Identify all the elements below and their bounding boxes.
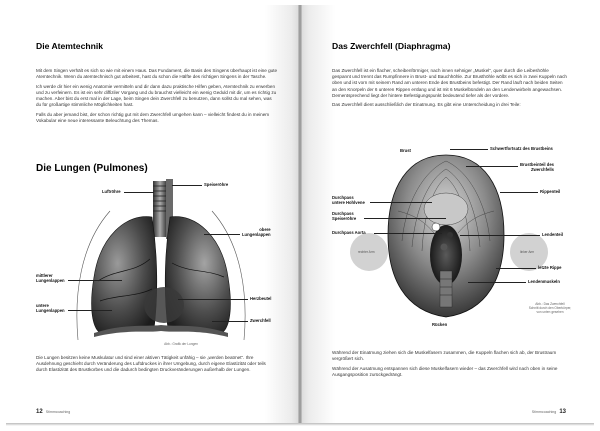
book-spine <box>298 5 302 423</box>
left-arm-label: linker Arm <box>520 250 535 254</box>
leader-line <box>468 282 526 283</box>
leader-line <box>172 185 202 186</box>
leader-line <box>500 192 538 193</box>
leader-line <box>204 234 240 235</box>
paragraph: Während der Ausatmung entspannen sich diese Muskelfasern wieder – das Zwerchfell wird nach oben in seine Ausgangsposition zurückgedrängt. <box>332 365 558 377</box>
leader-line <box>460 235 540 236</box>
leader-line <box>178 299 248 300</box>
label-lower-lobe: untere Lungenlappen <box>36 303 65 313</box>
label-last-rib: letzte Rippe <box>538 265 562 270</box>
intro-text <box>36 68 278 127</box>
intro-text <box>332 68 568 112</box>
leader-line <box>370 202 432 203</box>
figure-caption: Abb.: Grafik der Lungen <box>164 342 198 346</box>
paragraph: Das Zwerchfell dient ausschließlich der Einatmung. Es gibt eine Unterscheidung in drei Teile: <box>332 102 521 108</box>
label-sternal-part: Brustbeinteil des Zwerchfells <box>520 162 554 172</box>
leader-line <box>124 192 154 193</box>
label-pericardium: Herzbeutel <box>250 296 272 301</box>
leader-line <box>496 268 536 269</box>
figure-caption: Abb.: Das Zwerchfell Schnitt durch den Oberkörper, von unten gesehen <box>528 302 572 314</box>
page-footer <box>36 409 73 415</box>
label-middle-lobe: mittlerer Lungenlappen <box>36 273 65 283</box>
page-title: Das Zwerchfell (Diaphragma) <box>332 41 451 51</box>
running-footer: Stimmcoaching <box>45 410 71 414</box>
label-upper-lobe: obere Lungenlappen <box>242 227 271 237</box>
label-esophagus: Speiseröhre <box>204 182 229 187</box>
page-number: 12 <box>36 409 43 415</box>
book-shadow <box>6 423 594 426</box>
leader-line <box>374 233 442 234</box>
paragraph: Das Zwerchfell ist ein flacher, scheibenförmiger, nach innen sehniger „Muskel“, quer durch die Leibeshöhle gespannt und trennt das Rumpfinnere in Brust- und Bauchhöhle. Zur Brusthöhle wölbt es sich in zwei Kuppeln nach oben und ist vorn mit seinem Rand am unteren Ende des Brustbeins befestigt. Der Rand läuft nach beiden Seiten an den Knorpeln der 6 unteren Rippen entlang und ist mit 6 Muskelbündeln an den Lendenwirbeln angewachsen. Dementsprechend liegt der hintere Befestigungspunkt bedeutend tiefer als der vordere. <box>332 68 567 98</box>
label-diaphragm: Zwerchfell <box>250 318 271 323</box>
page-footer <box>529 409 566 415</box>
label-trachea: Luftröhre <box>102 189 121 194</box>
ribcage-outline <box>70 205 252 345</box>
label-esophagus-passage: Durchpass Speiseröhre <box>332 211 357 221</box>
label-xiphoid: Schwertfortsatz des Brustbeins <box>490 146 553 151</box>
paragraph: Ich werde dir hier ein wenig Anatomie vermitteln und dir dann dazu praktische Hilfen geben, Atemtechnik zu erwerben und zu verfeinern. Es ist ein sehr diffiziler Vorgang und du brauchst vielleicht ein wenig Geduld mit dir, um es richtig zu machen. Aber bist du erst mal in der Lage, beim Singen dein Zwerchfell zu benutzen, dann sollst du mal sehen, was du für großartige stimmliche Möglichkeiten hast. <box>36 83 277 108</box>
label-lumbar-part: Lendenteil <box>542 232 563 237</box>
paragraph: Während der Einatmung ziehen sich die Muskelfasern zusammen, die Kuppeln flachen sich ab, der Brustraum vergrößert sich. <box>332 350 557 362</box>
page-title: Die Atemtechnik <box>36 41 104 51</box>
running-footer: Stimmcoaching <box>531 410 557 414</box>
leader-line <box>212 321 248 322</box>
diaphragm-illustration <box>384 151 508 321</box>
right-page <box>300 5 594 423</box>
paragraph: Mit dem Singen verhält es sich so wie mit einem Haus. Das Fundament, die Basis des Singens überhaupt ist eine gute Atemtechnik. Wenn du atemtechnisch gut arbeitest, hast du schon die Hälfte des richtigen Singens in der Tasche. <box>36 68 278 80</box>
bottom-text: Die Lungen besitzen keine Muskulatur und sind einer aktiven Tätigkeit unfähig – sie „werden beatmet“. Ihre Ausdehnung geschieht durch Veränderung des Luftdruckes in ihrer Umgebung, durch eigene Elastizität oder teils durch Elastizität des Brustkorbes und die dadurch bedingten Druckveränderungen außerhalb der Lungen. <box>36 355 266 373</box>
label-aorta-passage: Durchpass Aorta <box>332 230 366 235</box>
book-spread <box>6 5 594 423</box>
bottom-text <box>332 350 568 381</box>
left-page <box>6 5 300 423</box>
leader-line <box>364 218 446 219</box>
label-lumbar-muscles: Lendenmuskeln <box>528 279 560 284</box>
label-chest: Brust <box>400 148 411 153</box>
label-vena-cava: Durchpass untere Hohlvene <box>332 195 365 205</box>
label-back: Rücken <box>432 322 448 327</box>
leader-line <box>68 280 122 281</box>
leader-line <box>466 166 518 167</box>
leader-line <box>68 310 112 311</box>
paragraph: Falls du aber jemand bist, der schon richtig gut mit dem Zwerchfell umgehen kann – vielleicht findest du in meinem Vokabular eine neue interessante Beleuchtung des Themas. <box>36 111 270 123</box>
page-number: 13 <box>559 409 566 415</box>
section-heading: Die Lungen (Pulmones) <box>36 163 148 174</box>
label-costal-part: Rippenteil <box>540 189 561 194</box>
leader-line <box>450 149 488 150</box>
right-arm-label: rechter Arm <box>358 250 375 254</box>
